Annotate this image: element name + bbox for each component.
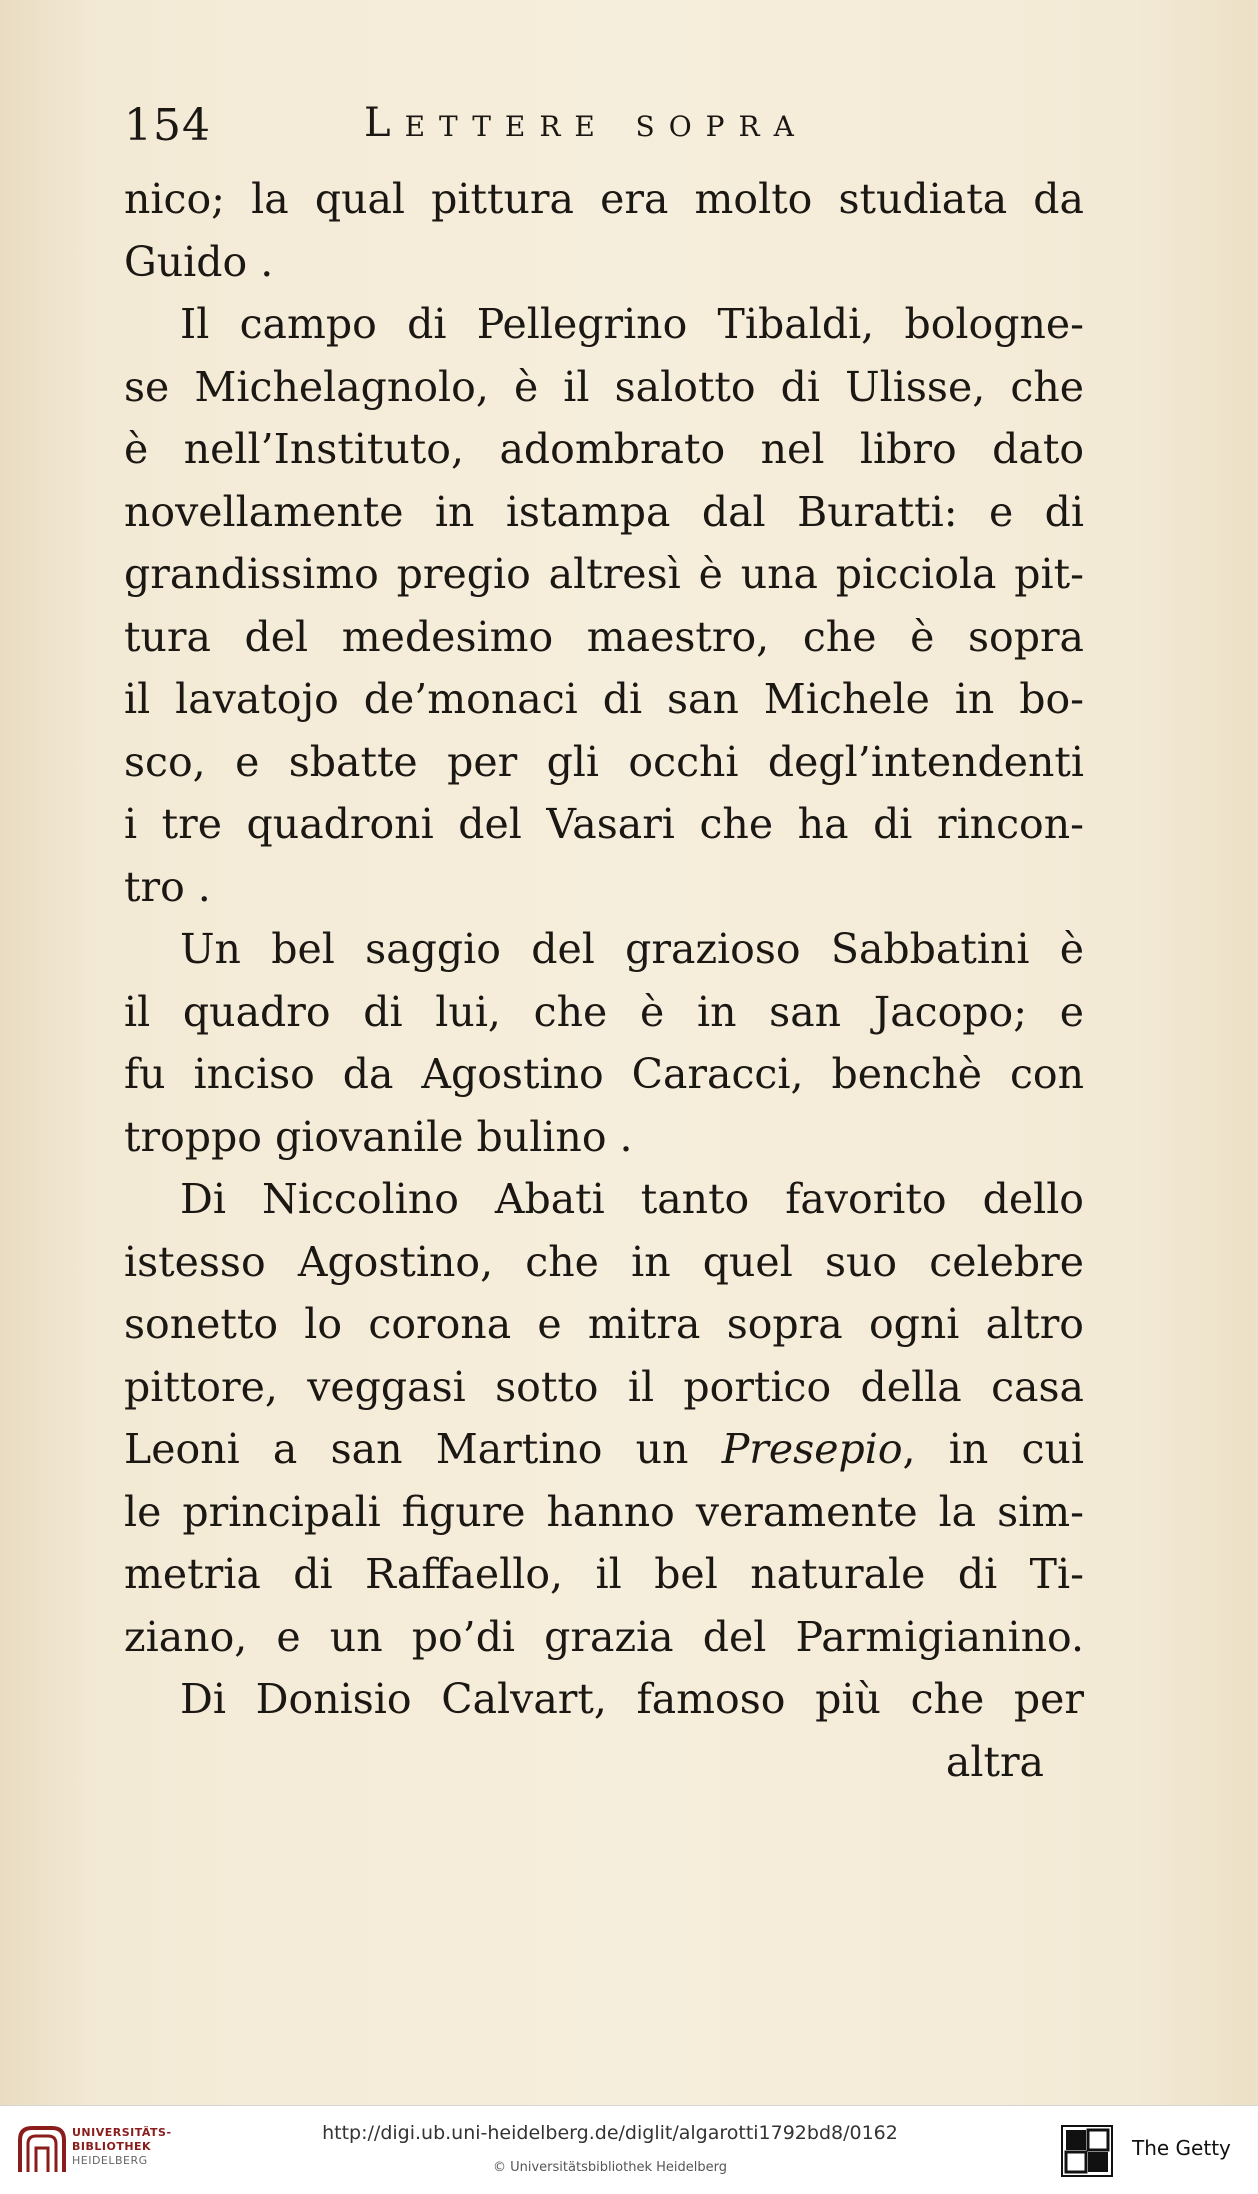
text-line: troppo giovanile bulino . bbox=[124, 1112, 633, 1161]
library-name-line: HEIDELBERG bbox=[72, 2154, 148, 2167]
text-segment: , in cui bbox=[902, 1425, 1084, 1473]
paragraph-start-line: Il campo di Pellegrino Tibaldi, bologne- bbox=[180, 300, 1084, 348]
library-name-line: BIBLIOTHEK bbox=[72, 2140, 152, 2153]
text-line: tura del medesimo maestro, che è sopra bbox=[124, 612, 1084, 661]
university-library-logo-icon bbox=[12, 2120, 72, 2180]
page-number: 154 bbox=[124, 100, 211, 151]
body-text bbox=[124, 168, 1084, 1793]
text-line: se Michelagnolo, è il salotto di Ulisse, che bbox=[124, 362, 1084, 411]
text-line: sco, e sbatte per gli occhi degl’intendenti bbox=[124, 737, 1084, 786]
text-line: il lavatojo de’monaci di san Michele in bo- bbox=[124, 675, 1084, 723]
text-line: Guido . bbox=[124, 237, 274, 286]
copyright-notice: © Universitätsbibliothek Heidelberg bbox=[492, 2160, 727, 2175]
paragraph-start-line: Di Niccolino Abati tanto favorito dello bbox=[180, 1175, 1084, 1223]
text-segment: Leoni a san Martino un bbox=[124, 1425, 689, 1473]
text-line: novellamente in istampa dal Buratti: e di bbox=[124, 487, 1084, 536]
text-line-with-italic bbox=[124, 1418, 1084, 1481]
page-header bbox=[124, 100, 1084, 160]
viewer-footer bbox=[0, 2105, 1258, 2194]
text-line: sonetto lo corona e mitra sopra ogni altro bbox=[124, 1300, 1084, 1348]
text-line: fu inciso da Agostino Caracci, benchè con bbox=[124, 1050, 1084, 1098]
partner-name: The Getty bbox=[1132, 2136, 1231, 2160]
text-line: le principali figure hanno veramente la sim- bbox=[124, 1487, 1084, 1536]
text-line: tro . bbox=[124, 862, 211, 911]
permalink-url[interactable]: http://digi.ub.uni-heidelberg.de/diglit/algarotti1792bd8/0162 bbox=[322, 2122, 898, 2144]
library-name-line: UNIVERSITÄTS- bbox=[72, 2126, 172, 2139]
text-line: grandissimo pregio altresì è una picciola pit- bbox=[124, 550, 1084, 598]
text-line: ziano, e un po’di grazia del Parmigianino. bbox=[124, 1612, 1084, 1661]
paragraph-start-line: Un bel saggio del grazioso Sabbatini è bbox=[180, 925, 1084, 973]
text-line: metria di Raffaello, il bel naturale di Ti- bbox=[124, 1550, 1084, 1598]
text-line: pittore, veggasi sotto il portico della casa bbox=[124, 1362, 1084, 1411]
getty-logo-icon bbox=[1060, 2124, 1114, 2178]
text-line: i tre quadroni del Vasari che ha di rincon- bbox=[124, 800, 1084, 848]
text-line: il quadro di lui, che è in san Jacopo; e bbox=[124, 987, 1084, 1036]
paragraph-start-line: Di Donisio Calvart, famoso più che per bbox=[180, 1675, 1084, 1723]
text-line: istesso Agostino, che in quel suo celebre bbox=[124, 1237, 1084, 1286]
text-line: è nell’Instituto, adombrato nel libro dato bbox=[124, 425, 1084, 473]
text-line: nico; la qual pittura era molto studiata da bbox=[124, 175, 1084, 223]
catchword: altra bbox=[945, 1737, 1044, 1786]
italic-title: Presepio bbox=[721, 1425, 903, 1473]
library-name bbox=[72, 2126, 172, 2168]
running-title: Lettere sopra bbox=[364, 100, 808, 146]
